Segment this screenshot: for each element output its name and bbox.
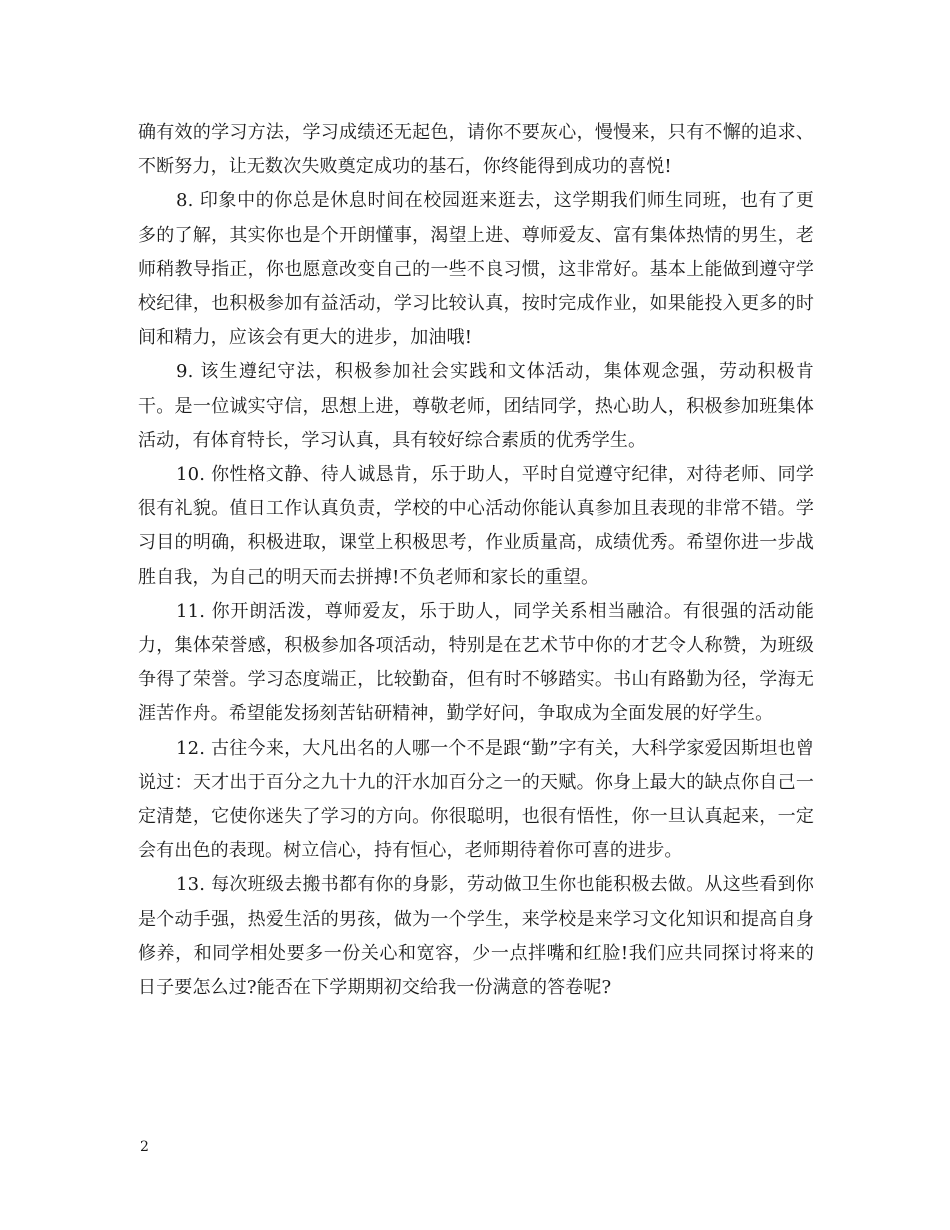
paragraph-comment-11: 11. 你开朗活泼，尊师爱友，乐于助人，同学关系相当融洽。有很强的活动能力，集体荣誉感，积极参加各项活动，特别是在艺术节中你的才艺令人称赞，为班级争得了荣誉。学习态度端正，比较勤奋，但有时不够踏实。书山有路勤为径，学海无涯苦作舟。希望能发扬刻苦钻研精神，勤学好问，争取成为全面发展的好学生。 [138, 600, 814, 725]
paragraph-continuation: 确有效的学习方法，学习成绩还无起色，请你不要灰心，慢慢来，只有不懈的追求、不断努力，让无数次失败奠定成功的基石，你终能得到成功的喜悦! [138, 122, 814, 178]
page-number: 2 [140, 1139, 149, 1155]
paragraph-comment-10: 10. 你性格文静、待人诚恳肯，乐于助人，平时自觉遵守纪律，对待老师、同学很有礼貌。值日工作认真负责，学校的中心活动你能认真参加且表现的非常不错。学习目的明确，积极进取，课堂上积极思考，作业质量高，成绩优秀。希望你进一步战胜自我，为自己的明天而去拼搏!不负老师和家长的重望。 [138, 464, 814, 588]
document-body [138, 116, 814, 1005]
paragraph-comment-8: 8. 印象中的你总是休息时间在校园逛来逛去，这学期我们师生同班，也有了更多的了解，其实你也是个开朗懂事，渴望上进、尊师爱友、富有集体热情的男生，老师稍教导指正，你也愿意改变自己的一些不良习惯，这非常好。基本上能做到遵守学校纪律，也积极参加有益活动，学习比较认真，按时完成作业，如果能投入更多的时间和精力，应该会有更大的进步，加油哦! [138, 190, 814, 349]
paragraph-comment-9: 9. 该生遵纪守法，积极参加社会实践和文体活动，集体观念强，劳动积极肯干。是一位诚实守信，思想上进，尊敬老师，团结同学，热心助人，积极参加班集体活动，有体育特长，学习认真，具有较好综合素质的优秀学生。 [138, 361, 814, 451]
paragraph-comment-12: 12. 古往今来，大凡出名的人哪一个不是跟“勤”字有关，大科学家爱因斯坦也曾说过：天才出于百分之九十九的汗水加百分之一的天赋。你身上最大的缺点你自己一定清楚，它使你迷失了学习的方向。你很聪明，也很有悟性，你一旦认真起来，一定会有出色的表现。树立信心，持有恒心，老师期待着你可喜的进步。 [138, 737, 814, 862]
paragraph-comment-13: 13. 每次班级去搬书都有你的身影，劳动做卫生你也能积极去做。从这些看到你是个动手强，热爱生活的男孩，做为一个学生，来学校是来学习文化知识和提高自身修养，和同学相处要多一份关心和宽容，少一点拌嘴和红脸!我们应共同探讨将来的日子要怎么过?能否在下学期期初交给我一份满意的答卷呢? [138, 874, 814, 999]
